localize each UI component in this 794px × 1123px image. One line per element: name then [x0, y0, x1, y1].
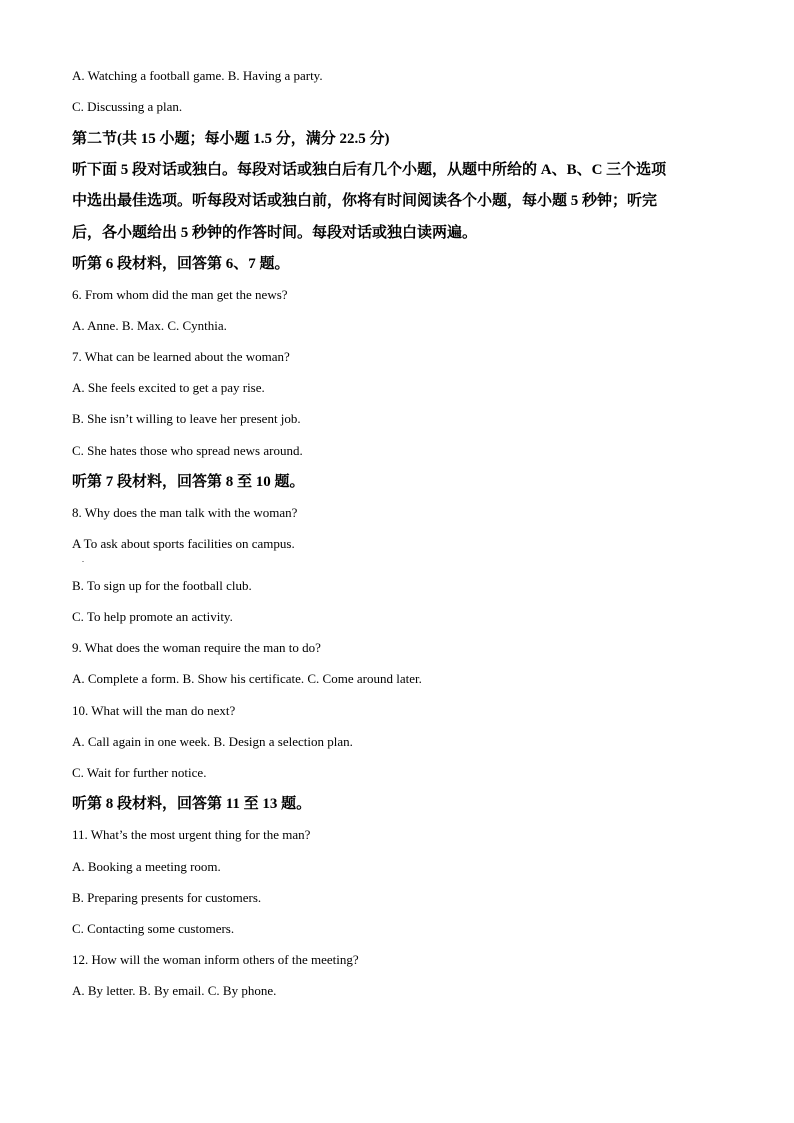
- instructions-line-3: 后，各小题给出 5 秒钟的作答时间。每段对话或独白读两遍。: [72, 225, 478, 241]
- stray-mark: .: [82, 555, 84, 564]
- question-7-option-a: A. She feels excited to get a pay rise.: [72, 380, 265, 395]
- question-10: 10. What will the man do next?: [72, 703, 236, 718]
- question-6-options: A. Anne. B. Max. C. Cynthia.: [72, 318, 227, 333]
- question-8-option-a: A To ask about sports facilities on campus.: [72, 536, 295, 551]
- instructions-line-2: 中选出最佳选项。听每段对话或独白前，你将有时间阅读各个小题，每小题 5 秒钟；听完: [72, 193, 658, 209]
- question-12: 12. How will the woman inform others of the meeting?: [72, 952, 359, 967]
- question-8: 8. Why does the man talk with the woman?: [72, 505, 298, 520]
- question-6: 6. From whom did the man get the news?: [72, 287, 288, 302]
- question-8-option-c: C. To help promote an activity.: [72, 609, 233, 624]
- question-7-option-b: B. She isn’t willing to leave her present job.: [72, 411, 301, 426]
- question-10-options-line-1: A. Call again in one week. B. Design a selection plan.: [72, 734, 353, 749]
- q5-options-line-1: A. Watching a football game. B. Having a party.: [72, 68, 323, 83]
- question-7: 7. What can be learned about the woman?: [72, 349, 290, 364]
- question-8-option-b: B. To sign up for the football club.: [72, 578, 252, 593]
- material-6-heading: 听第 6 段材料，回答第 6、7 题。: [72, 256, 290, 272]
- question-10-options-line-2: C. Wait for further notice.: [72, 765, 207, 780]
- question-9-options: A. Complete a form. B. Show his certificate. C. Come around later.: [72, 671, 422, 686]
- question-11-option-a: A. Booking a meeting room.: [72, 859, 221, 874]
- question-12-options: A. By letter. B. By email. C. By phone.: [72, 983, 277, 998]
- instructions-line-1: 听下面 5 段对话或独白。每段对话或独白后有几个小题，从题中所给的 A、B、C 三个选项: [72, 162, 667, 178]
- question-11-option-b: B. Preparing presents for customers.: [72, 890, 262, 905]
- question-9: 9. What does the woman require the man to do?: [72, 640, 321, 655]
- section-heading: 第二节(共 15 小题；每小题 1.5 分，满分 22.5 分): [72, 131, 390, 147]
- material-8-heading: 听第 8 段材料，回答第 11 至 13 题。: [72, 796, 312, 812]
- question-7-option-c: C. She hates those who spread news around.: [72, 443, 303, 458]
- q5-options-line-2: C. Discussing a plan.: [72, 99, 183, 114]
- material-7-heading: 听第 7 段材料，回答第 8 至 10 题。: [72, 474, 305, 490]
- question-11: 11. What’s the most urgent thing for the man?: [72, 827, 311, 842]
- question-11-option-c: C. Contacting some customers.: [72, 921, 235, 936]
